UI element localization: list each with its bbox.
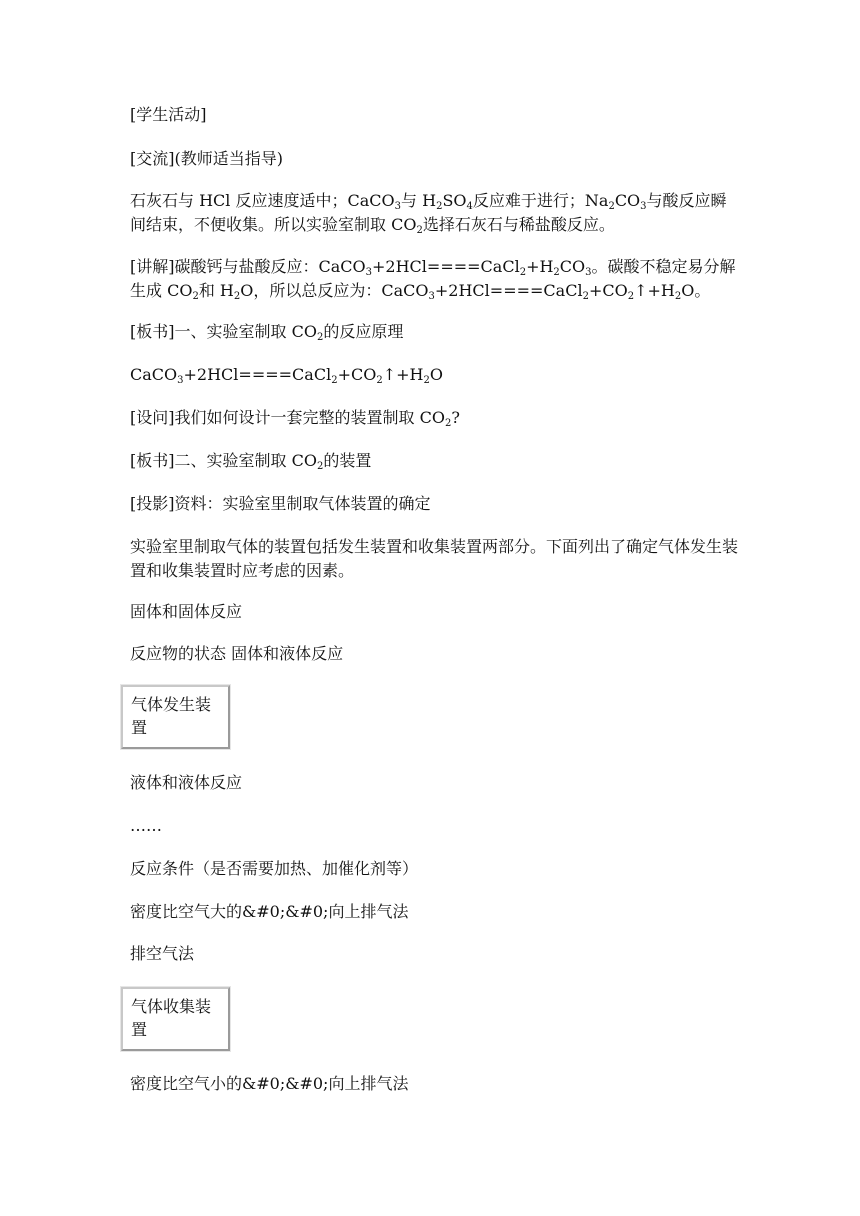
lighter-than-air-line: 密度比空气小的&#0;&#0;向上排气法 — [130, 1074, 409, 1093]
question-line: [设问]我们如何设计一套完整的装置制取 $CO_2$? — [130, 408, 460, 429]
board-heading-2: [板书]二、实验室制取 $CO_2$的装置 — [130, 451, 372, 472]
ellipsis-line: …… — [130, 816, 162, 835]
gas-generator-box: 气体发生装置 — [121, 685, 230, 749]
denser-than-air-line: 密度比空气大的&#0;&#0;向上排气法 — [130, 902, 409, 921]
board-heading-1: [板书]一、实验室制取 $CO_2$的反应原理 — [130, 322, 404, 343]
apparatus-intro-paragraph: 实验室里制取气体的装置包括发生装置和收集装置两部分。下面列出了确定气体发生装置和收集装置时应考虑的因素。 — [130, 537, 739, 580]
gas-collector-box: 气体收集装置 — [121, 987, 230, 1051]
explanation-paragraph: [讲解]碳酸钙与盐酸反应：$CaCO_3+2HCl====CaCl_2+H_2CO_3$。碳酸不稳定易分解生成 $CO_2$和 $H_2O$，所以总反应为：$CaCO_3+2HCl====CaCl_2+CO_2↑+H_2O$。 — [130, 257, 736, 302]
reaction-equation: $CaCO_3+2HCl====CaCl_2+CO_2↑+H_2O$ — [130, 365, 443, 386]
solid-solid-line: 固体和固体反应 — [130, 602, 243, 621]
reaction-condition-line: 反应条件（是否需要加热、加催化剂等） — [130, 859, 419, 878]
reactant-state-line: 反应物的状态 固体和液体反应 — [130, 644, 344, 663]
liquid-liquid-line: 液体和液体反应 — [130, 773, 243, 792]
air-displacement-line: 排空气法 — [130, 944, 195, 963]
exchange-heading: [交流](教师适当指导) — [130, 149, 283, 168]
student-activity-heading: [学生活动] — [130, 105, 207, 124]
projection-heading: [投影]资料：实验室里制取气体装置的确定 — [130, 494, 431, 513]
exchange-paragraph: 石灰石与 HCl 反应速度适中；CaCO$_3$与 $H_2SO_4$反应难于进行；$Na_2CO_3$与酸反应瞬间结束，不便收集。所以实验室制取 $CO_2$选择石灰石与稀盐酸反应。 — [130, 191, 727, 236]
